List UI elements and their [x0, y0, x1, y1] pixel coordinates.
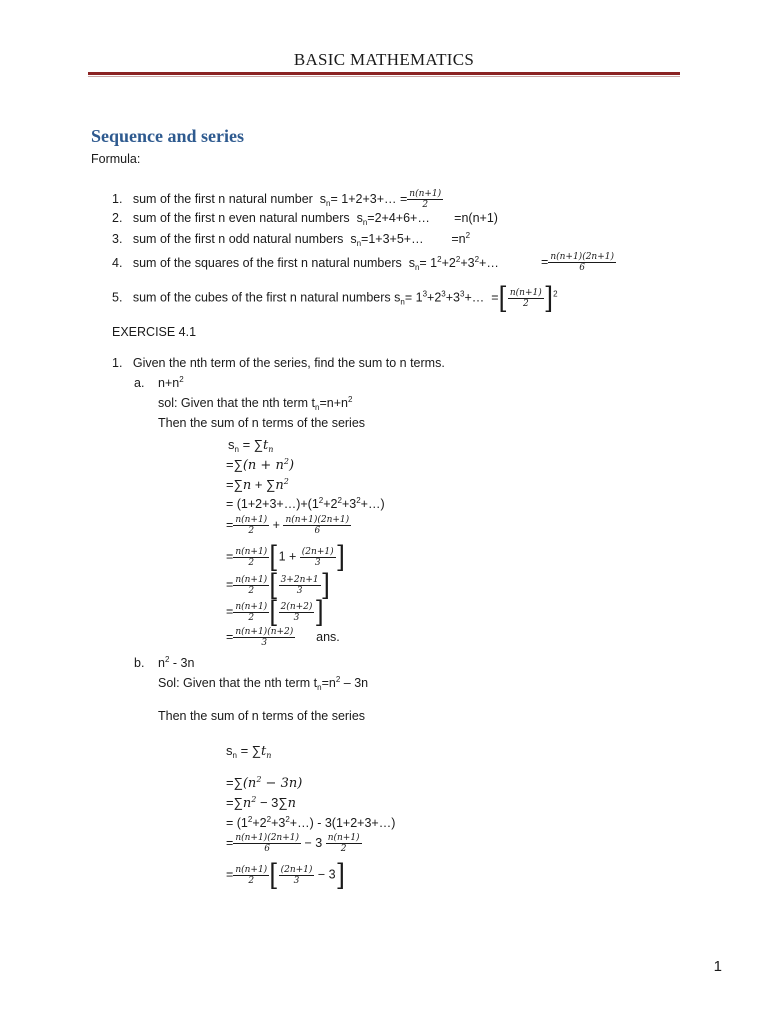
a-step-5: = $\frac{n(n+1)}{2}$ + $\frac{n(n+1)(2n+1)}{6}$: [226, 515, 350, 536]
formula-item-4: 4. sum of the squares of the first n natural numbers $s_n=$ $1^2+2^2+3^2+\dots$: [112, 255, 499, 272]
part-a-then: Then the sum of n terms of the series: [158, 416, 366, 430]
page-number: 1: [713, 958, 722, 975]
header-rule: [88, 72, 680, 75]
formula-item-2: 2. sum of the first n even natural numbers $s_n=2+4+6+\dots$ =n(n+1): [112, 211, 498, 227]
a-step-1: $s_n = \sum t_n$: [228, 437, 274, 454]
a-step-2: $=\sum(n + n^2)$: [226, 457, 295, 473]
part-a-sol: sol: Given that the nth term $t_n=n+n^2$: [158, 395, 353, 412]
section-title: Sequence and series: [91, 126, 244, 146]
b-step-3: $=\sum n^2 - 3\sum n$: [226, 795, 297, 811]
a-step-3: $=\sum n + \sum n^2$: [226, 477, 289, 493]
formula-item-1: 1. sum of the first n natural number $s_n=$ 1+2+3+… = $\frac{n(n+1)}{2}$: [112, 189, 442, 210]
a-step-6: = $\frac{n(n+1)}{2}$ [1 + $\frac{(2n+1)}{3}$ ]: [226, 539, 345, 575]
formula-item-5: 5. sum of the cubes of the first n natural numbers $s_n=$ $1^3+2^3+3^3+\dots$ =[ $\frac{n(n+1)}{2}$ ]$^2$: [112, 280, 558, 316]
b-step-2: $=\sum(n^2 - 3n)$: [226, 775, 303, 791]
a-step-8: = $\frac{n(n+1)}{2}$ [ $\frac{2(n+2)}{3}$ ]: [226, 594, 324, 630]
part-b-sol: Sol: Given that the nth term $t_n=n^2 - 3n$: [158, 675, 369, 692]
a-step-9: = $\frac{n(n+1)(n+2)}{3}$ ans.: [226, 627, 340, 648]
formula-label: Formula:: [91, 152, 141, 166]
question-1: 1. Given the nth term of the series, find the sum to n terms.: [112, 356, 445, 370]
part-b-label: b.: [134, 656, 145, 670]
ans-label: ans.: [316, 629, 340, 644]
b-step-1: $s_n = \sum t_n$: [226, 743, 272, 760]
part-a-label: a.: [134, 376, 145, 390]
b-step-4: = $(1^2+2^2+3^2+\dots)$ - 3(1+2+3+…): [226, 815, 396, 830]
part-b-then: Then the sum of n terms of the series: [158, 709, 366, 723]
b-step-6: = $\frac{n(n+1)}{2}$ [ $\frac{(2n+1)}{3}$ − 3]: [226, 857, 345, 893]
b-step-5: = $\frac{n(n+1)(2n+1)}{6}$ − 3 $\frac{n(n+1)}{2}$: [226, 833, 360, 854]
header-rule-thin: [88, 76, 680, 77]
a-step-7: = $\frac{n(n+1)}{2}$ [ $\frac{3+2n+1}{3}$ ]: [226, 567, 331, 603]
part-a-term: $n+n^2$: [158, 375, 184, 390]
part-b-term: $n^2 - 3n$: [158, 655, 195, 670]
formula-4-result: = $\frac{n(n+1)(2n+1)}{6}$: [541, 252, 615, 273]
formula-item-3: 3. sum of the first n odd natural numbers $s_n=1+3+5+\dots$ $=n^2$: [112, 231, 471, 248]
a-step-4: = $(1+2+3+\dots)+(1^2+2^2+3^2+\dots)$: [226, 496, 385, 511]
exercise-label: EXERCISE 4.1: [112, 325, 197, 339]
page-header-title: BASIC MATHEMATICS: [293, 50, 475, 69]
